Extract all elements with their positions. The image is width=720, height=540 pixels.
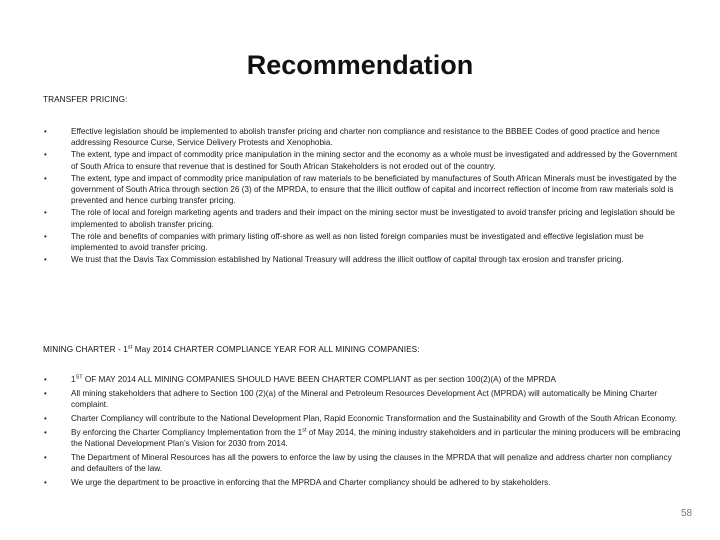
slide-title: Recommendation [246, 50, 474, 80]
transfer-pricing-list [43, 126, 683, 266]
page-number: 58 [681, 508, 693, 519]
list-item: • 1ST OF MAY 2014 ALL MINING COMPANIES SHOULD HAVE BEEN CHARTER COMPLIANT as per section 100(2)(A) of the MPRDA [44, 374, 556, 384]
bullet-icon: • [44, 413, 47, 423]
bullet-icon: • [44, 208, 47, 218]
bullet-icon: • [44, 255, 47, 265]
list-item: • The extent, type and impact of commodity price manipulation in the mining sector and the economy as a whole must be investigated and addressed by the Government of South Africa to ensure that revenue that is destined for South African Stakeholders is not eroded out of the country. [44, 150, 678, 171]
mining-charter-list [43, 374, 683, 490]
list-item: • The Department of Mineral Resources has all the powers to enforce the law by using the clauses in the MPRDA that will penalize and address charter non compliancy and defaulters of the law. [44, 452, 672, 473]
bullet-icon: • [44, 375, 47, 384]
list-item: • The extent, type and impact of commodity price manipulation of raw materials to be beneficiated by manufactures of South African Minerals must be investigated by the government of South Africa through section 26 (3) of the MPRDA, to ensure that the illicit outflow of capital and incorrect reflection of income from raw materials sold is prevented and hence curbing transfer pricing. [44, 173, 677, 206]
list-item: • By enforcing the Charter Compliancy Implementation from the 1st of May 2014, the mining industry stakeholders and in particular the mining producers will be embracing the National Development Plan’s Vision for 2030 from 2014. [44, 426, 681, 448]
mining-charter-heading: MINING CHARTER - 1st May 2014 CHARTER COMPLIANCE YEAR FOR ALL MINING COMPANIES: [43, 344, 420, 354]
bullet-icon: • [44, 388, 47, 398]
bullet-icon: • [44, 127, 47, 136]
list-item: • The role of local and foreign marketing agents and traders and their impact on the mining sector must be investigated to avoid transfer pricing and legislation should be implemented to abolish transfer pricing. [44, 208, 675, 229]
list-item: • Effective legislation should be implemented to abolish transfer pricing and charter non compliance and resistance to the BBBEE Codes of good practice and hence addressing Resource Curse, Service Delivery Protests and Xenophobia. [44, 127, 660, 148]
bullet-icon: • [44, 231, 47, 241]
bullet-icon: • [44, 173, 47, 183]
bullet-icon: • [44, 150, 47, 160]
bullet-icon: • [44, 452, 47, 462]
bullet-icon: • [44, 477, 47, 487]
bullet-icon: • [44, 427, 47, 437]
list-item: • All mining stakeholders that adhere to Section 100 (2)(a) of the Mineral and Petroleum Resources Development Act (MPRDA) will automatically be Mining Charter complaint. [44, 388, 658, 409]
transfer-pricing-heading: TRANSFER PRICING: [43, 95, 128, 104]
list-item: • We urge the department to be proactive in enforcing that the MPRDA and Charter compliancy should be adhered to by stakeholders. [44, 477, 551, 487]
list-item: • We trust that the Davis Tax Commission established by National Treasury will address the illicit outflow of capital through tax erosion and transfer pricing. [44, 255, 624, 265]
list-item: • The role and benefits of companies with primary listing off-shore as well as non listed foreign companies must be investigated and effective legislation must be implemented to avoid transfer pricing. [44, 231, 644, 253]
list-item: • Charter Compliancy will contribute to the National Development Plan, Rapid Economic Transformation and the Sustainability and Growth of the South African Economy. [44, 413, 678, 423]
